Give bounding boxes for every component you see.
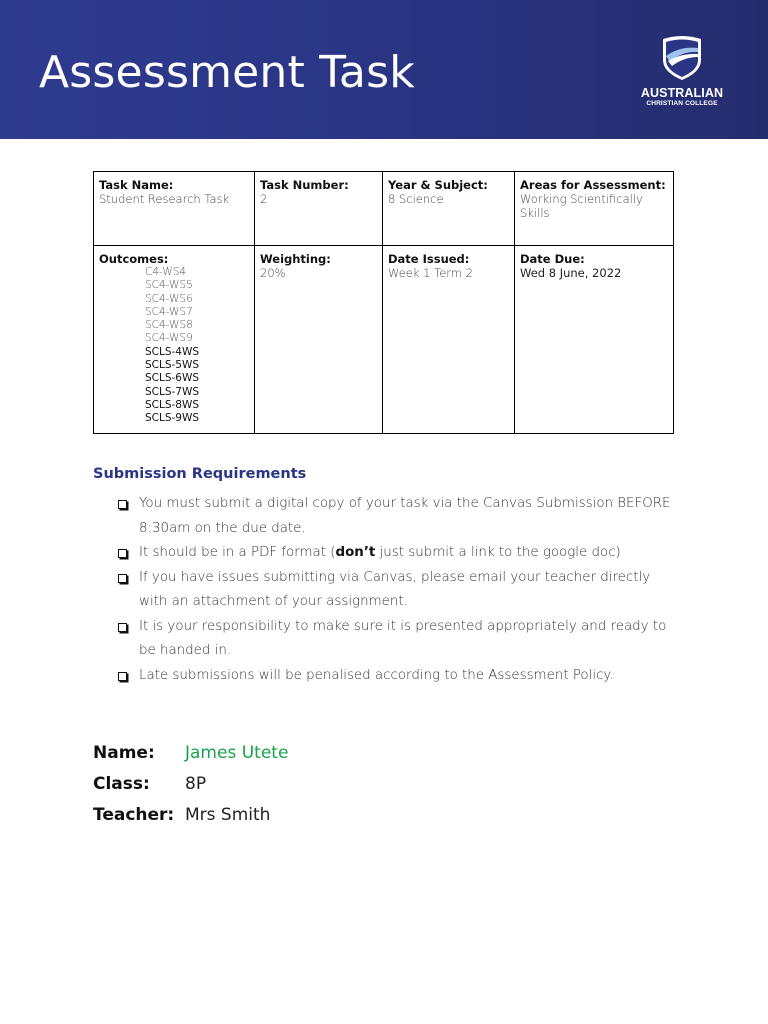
outcomes-list: [99, 266, 249, 426]
date-due-value: Wed 8 June, 2022: [520, 266, 622, 280]
task-number-label: Task Number:: [260, 178, 349, 192]
task-name-label: Task Name:: [99, 178, 174, 192]
requirement-emphasis: don’t: [335, 545, 376, 560]
areas-value: Working Scientifically Skills: [520, 192, 643, 220]
task-name-cell: [94, 172, 255, 246]
requirement-text: If you have issues submitting via Canvas, please email your teacher directly with an attachment of your assignment.: [139, 569, 651, 609]
teacher-value: Mrs Smith: [185, 805, 271, 825]
outcome-item: SC4-WS6: [145, 292, 193, 305]
checkbox-icon: [118, 574, 127, 583]
date-due-cell: [515, 246, 674, 434]
list-item: [118, 664, 678, 689]
requirement-text: Late submissions will be penalised according to the Assessment Policy.: [139, 667, 614, 683]
list-item: [118, 492, 678, 541]
logo-text-secondary: CHRISTIAN COLLEGE: [646, 100, 718, 107]
outcomes-label: Outcomes:: [99, 252, 169, 266]
requirement-text-end: just submit a link to the google doc): [375, 545, 621, 560]
name-value: James Utete: [185, 743, 289, 763]
table-row: [94, 246, 674, 434]
areas-label: Areas for Assessment:: [520, 178, 666, 192]
date-due-label: Date Due:: [520, 252, 585, 266]
class-label: Class:: [93, 774, 150, 794]
outcome-item: SCLS-7WS: [145, 385, 200, 398]
college-logo: [636, 34, 728, 112]
checkbox-icon: [118, 500, 127, 509]
outcome-item: SC4-WS9: [145, 332, 193, 345]
task-info-table: [93, 171, 674, 434]
requirement-text: It is your responsibility to make sure it is presented appropriately and ready to be handed in.: [139, 618, 667, 658]
submission-requirements-heading: Submission Requirements: [93, 466, 307, 482]
list-item: [118, 541, 678, 566]
outcome-item: SC4-WS5: [145, 279, 193, 292]
date-issued-cell: [383, 246, 515, 434]
table-row: [94, 172, 674, 246]
outcome-item: SC4-WS8: [145, 319, 193, 332]
logo-text-primary: AUSTRALIAN: [640, 86, 724, 100]
task-number-cell: [255, 172, 383, 246]
list-item: [118, 566, 678, 615]
year-subject-label: Year & Subject:: [388, 178, 488, 192]
areas-cell: [515, 172, 674, 246]
checkbox-icon: [118, 672, 127, 681]
weighting-value: 20%: [260, 266, 286, 280]
outcome-item: C4-WS4: [145, 266, 187, 278]
requirement-text: You must submit a digital copy of your task via the Canvas Submission BEFORE 8:30am on the due date.: [139, 496, 671, 536]
outcome-item: SCLS-4WS: [145, 345, 200, 358]
outcome-item: SCLS-6WS: [145, 372, 200, 385]
year-subject-value: 8 Science: [388, 192, 444, 206]
outcome-item: SC4-WS7: [145, 305, 193, 318]
checkbox-icon: [118, 623, 127, 632]
outcome-item: SCLS-5WS: [145, 359, 200, 372]
student-teacher-row: [93, 804, 270, 826]
class-value: 8P: [185, 774, 207, 794]
student-class-row: [93, 773, 206, 795]
task-name-value: Student Research Task: [99, 192, 230, 206]
task-number-value: 2: [260, 192, 268, 206]
shield-icon: [658, 34, 706, 82]
name-label: Name:: [93, 743, 155, 763]
outcomes-cell: [94, 246, 255, 434]
date-issued-label: Date Issued:: [388, 252, 470, 266]
checkbox-icon: [118, 549, 127, 558]
header-banner: [0, 0, 768, 139]
student-name-row: [93, 742, 288, 764]
submission-requirements-list: [118, 492, 678, 688]
year-subject-cell: [383, 172, 515, 246]
outcome-item: SCLS-8WS: [145, 398, 200, 411]
teacher-label: Teacher:: [93, 805, 175, 825]
weighting-cell: [255, 246, 383, 434]
requirement-text-start: It should be in a PDF format (: [139, 545, 336, 560]
weighting-label: Weighting:: [260, 252, 331, 266]
outcome-item: SCLS-9WS: [145, 412, 200, 425]
list-item: [118, 615, 678, 664]
page-title: Assessment Task: [39, 47, 415, 98]
date-issued-value: Week 1 Term 2: [388, 266, 473, 280]
